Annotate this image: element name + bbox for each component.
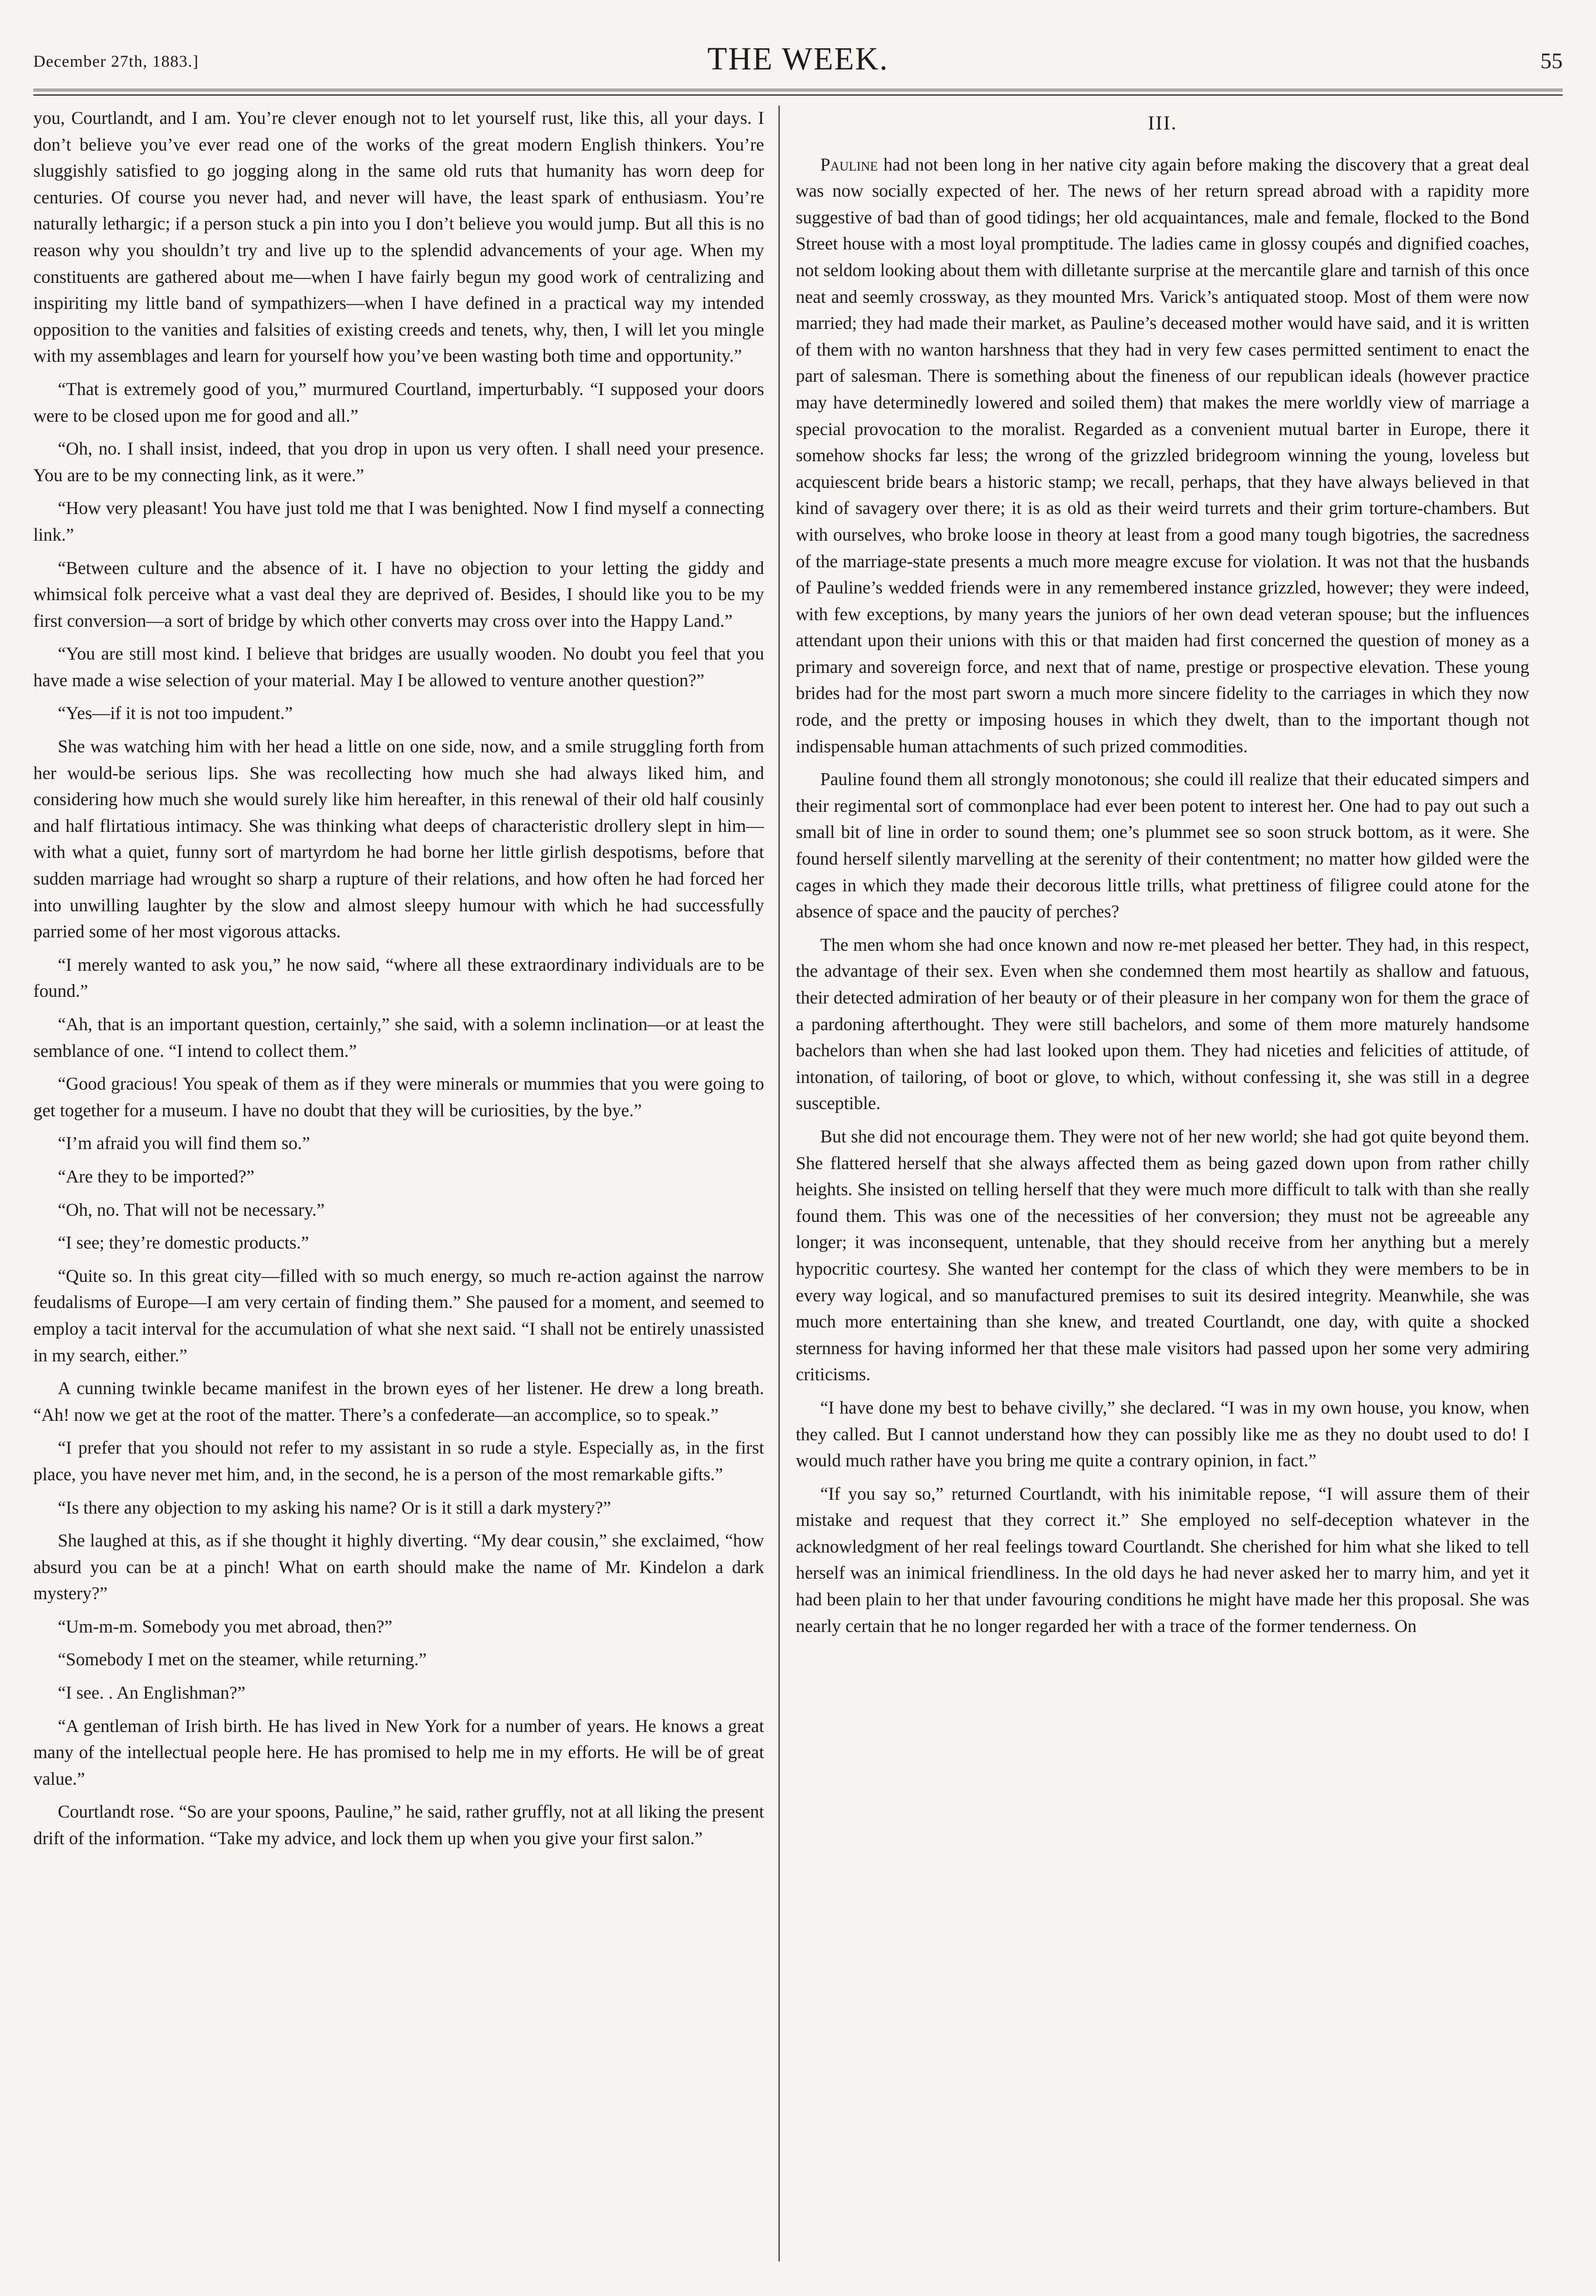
paragraph: “Somebody I met on the steamer, while returning.” — [58, 1650, 427, 1670]
paragraph: “Between culture and the absence of it. I have no objection to your letting the giddy and whimsical folk perceive what a vast deal they are deprived of. Besides, I should like you to be my first conversion—a sort of bridge by which other converts may cross over into the Happy Land.” — [33, 558, 764, 631]
paragraph: A cunning twinkle became manifest in the brown eyes of her listener. He drew a long breath. “Ah! now we get at the root of the matter. There’s a confederate—an accomplice, so to speak.” — [33, 1379, 764, 1425]
paragraph: “I see; they’re domestic products.” — [58, 1233, 310, 1254]
paragraph: you, Courtlandt, and I am. You’re clever enough not to let yourself rust, like this, all your days. I don’t believe you’ve ever read one of the works of the great modern English thinkers. You’re sluggishly satisfied to go jogging along in the same old ruts that humanity has worn deep for centuries. Of course you never had, and never will have, the least spark of enthusiasm. You’re naturally lethargic; if a person stuck a pin into you I don’t believe you would jump. But all this is no reason why you shouldn’t try and live up to the splendid advancements of your age. When my constituents are gathered about me—when I have fairly begun my good work of centralizing and inspiriting my little band of sympathizers—when I have defined in a practical way my intended opposition to the vanities and falsities of existing creeds and tenets, why, then, I will let you mingle with my assemblages and learn for yourself how you’ve been wasting both time and opportunity.” — [33, 108, 764, 367]
paragraph — [796, 152, 1529, 761]
paragraph: “I prefer that you should not refer to my assistant in so rude a style. Especially as, in the first place, you have never met him, and, in the second, he is a person of the most remarkable gifts.” — [33, 1438, 764, 1485]
paragraph: Courtlandt rose. “So are your spoons, Pauline,” he said, rather gruffly, not at all liking the present drift of the information. “Take my advice, and lock them up when you give your first salon.” — [33, 1802, 764, 1849]
paragraph: “How very pleasant! You have just told me that I was benighted. Now I find myself a connecting link.” — [33, 498, 764, 545]
paragraph: “You are still most kind. I believe that bridges are usually wooden. No doubt you feel that you have made a wise selection of your material. May I be allowed to venture another question?” — [33, 644, 764, 691]
paragraph: “Good gracious! You speak of them as if they were minerals or mummies that you were going to get together for a museum. I have no doubt that they will be curiosities, by the bye.” — [33, 1074, 764, 1121]
paragraph: “Yes—if it is not too impudent.” — [58, 703, 293, 724]
section-heading: III. — [1148, 112, 1178, 134]
paragraph: “If you say so,” returned Courtlandt, with his inimitable repose, “I will assure them of their mistake and request that they correct it.” She employed no self-deception whatever in the acknowledgment of her real feelings toward Courtlandt. She cherished for him what she liked to tell herself was an inimical friendliness. In the old days he had never asked her to marry him, and yet it had been plain to her that under favouring conditions he might have made her this proposal. She was nearly certain that he no longer regarded her with a trace of the former tenderness. On — [796, 1484, 1529, 1636]
paragraph: “Oh, no. I shall insist, indeed, that you drop in upon us very often. I shall need your presence. You are to be my connecting link, as it were.” — [33, 439, 764, 486]
paragraph: “Is there any objection to my asking his name? Or is it still a dark mystery?” — [58, 1498, 611, 1518]
paragraph: “I see. . An Englishman?” — [58, 1683, 246, 1704]
paragraph: Pauline found them all strongly monotonous; she could ill realize that their educated simpers and their regimental sort of commonplace had ever been potent to interest her. One had to pay out such a small bit of line in order to sound them; one’s plummet see so soon struck bottom, as it were. She found herself silently marvelling at the serenity of their contentment; no matter how gilded were the cages in which they made their decorous little trills, what prettiness of filigree could atone for the absence of space and the paucity of perches? — [796, 770, 1529, 922]
paragraph: “I merely wanted to ask you,” he now said, “where all these extraordinary individuals are to be found.” — [33, 955, 764, 1002]
paragraph: But she did not encourage them. They were not of her new world; she had got quite beyond them. She flattered herself that she always affected them as being gazed down upon from rather chilly heights. She insisted on telling herself that they were much more difficult to talk with than she really found them. This was one of the necessities of her conversion; they must not be agreeable any longer; it was inconsequent, untenable, that they should receive from her anything but a merely hypocritic courtesy. She wanted her contempt for the class of which they were members to be in every way logical, and so manufactured premises to suit its desired integrity. Meanwhile, she was much more entertaining than she knew, and treated Courtlandt, one day, with quite a shocked sternness for having informed her that these male visitors had passed upon her some very admiring criticisms. — [796, 1126, 1529, 1385]
paragraph: “I’m afraid you will find them so.” — [58, 1134, 310, 1154]
paragraph: “Oh, no. That will not be necessary.” — [58, 1200, 325, 1220]
left-column — [33, 106, 764, 2273]
lead-word: Pauline — [820, 154, 878, 175]
paragraph: She laughed at this, as if she thought it highly diverting. “My dear cousin,” she exclaimed, “how absurd you can be at a pinch! What on earth should make the name of Mr. Kindelon a dark mystery?” — [33, 1531, 764, 1604]
paragraph-text: had not been long in her native city again before making the discovery that a great deal was now socially expected of her. The news of her return spread abroad with a rapidity more suggestive of bad than of good tidings; her old acquaintances, male and female, flocked to the Bond Street house with a most loyal promptitude. The ladies came in glossy coupés and dignified coaches, not seldom looking about them with dilletante surprise at the mercantile glare and tarnish of this once neat and seemly crossway, as they mounted Mrs. Varick’s antiquated stoop. Most of them were now married; they had made their market, as Pauline’s deceased mother would have said, and it is written of them with no wanton harshness that they had in very few cases permitted sentiment to enact the part of salesman. There is something about the fineness of our republican ideals (however practice may have determinedly lowered and soiled them) that makes the mere worldly view of marriage a special provocation to the moralist. Regarded as a convenient mutual barter in Europe, there it somehow shocks far less; the wrong of the grizzled bridegroom winning the young, loveless but acquiescent bride bears a historic stamp; we recall, perhaps, that they have always believed in that kind of savagery over there; it is as old as their weird turrets and their grim torture-chambers. But with ourselves, who broke loose in theory at least from a good many tough bigotries, the sacredness of the marriage-state presents a much more meagre excuse for violation. It was not that the husbands of Pauline’s wedded friends were in any remembered instance grizzled, however; they were indeed, with few exceptions, by many years the juniors of her own dead veteran spouse; but the influences attendant upon their unions with this or that maiden had first concerned the question of money as a primary and sovereign force, and next that of name, prestige or prospective elevation. These young brides had for the most part sworn a much more sincere fidelity to the carriages in which they now rode, and the pretty or imposing houses in which they dwelt, than to the important though not indispensable human attachments of such prized commodities. — [796, 154, 1529, 757]
paragraph: “Quite so. In this great city—filled with so much energy, so much re-action against the narrow feudalisms of Europe—I am very certain of finding them.” She paused for a moment, and seemed to employ a tacit interval for the accumulation of what she next said. “I shall not be entirely unassisted in my search, either.” — [33, 1266, 764, 1366]
publication-title: THE WEEK. — [707, 41, 889, 77]
paragraph: “Are they to be imported?” — [58, 1166, 255, 1187]
column-divider — [779, 106, 780, 2262]
right-column — [796, 106, 1529, 2273]
paragraph: “I have done my best to behave civilly,” she declared. “I was in my own house, you know, when they called. But I cannot understand how they can possibly like me as they no doubt used to do! I would much rather have you bring me quite a contrary opinion, in fact.” — [796, 1397, 1529, 1471]
paragraph: “Um-m-m. Somebody you met abroad, then?” — [58, 1616, 392, 1637]
page-header — [33, 40, 1563, 84]
paragraph: “Ah, that is an important question, certainly,” she said, with a solemn inclination—or at least the semblance of one. “I intend to collect them.” — [33, 1015, 764, 1061]
paragraph: “A gentleman of Irish birth. He has lived in New York for a number of years. He knows a great many of the intellectual people here. He has promised to help me in my efforts. He will be of great value.” — [33, 1716, 764, 1789]
issue-date: December 27th, 1883.] — [33, 52, 199, 71]
paragraph: “That is extremely good of you,” murmured Courtland, imperturbably. “I supposed your doors were to be closed upon me for good and all.” — [33, 379, 764, 426]
page-number: 55 — [1540, 48, 1563, 73]
paragraph: The men whom she had once known and now re-met pleased her better. They had, in this respect, the advantage of their sex. Even when she condemned them most heartily as shallow and fatuous, their detected admiration of her beauty or of their pleasure in her company won for them the grace of a pardoning afterthought. They were still bachelors, and some of them more maturely handsome bachelors than when she had last looked upon them. They had niceties and felicities of attitude, of intonation, of tailoring, of boot or glove, to which, without confessing it, she was still in a degree susceptible. — [796, 935, 1529, 1114]
paragraph: She was watching him with her head a little on one side, now, and a smile struggling forth from her would-be serious lips. She was recollecting how much she had always liked him, and considering how much she would surely like him hereafter, in this renewal of their old half cousinly and half flirtatious intimacy. She was thinking what deeps of characteristic drollery slept in him—with what a quiet, funny sort of martyrdom he had borne her little girlish despotisms, before that sudden marriage had wrought so sharp a rupture of their relations, and how often he had forced her into unwilling laughter by the slow and almost sleepy humour with which he had successfully parried some of her most vigorous attacks. — [33, 737, 764, 942]
header-rule — [33, 89, 1563, 96]
